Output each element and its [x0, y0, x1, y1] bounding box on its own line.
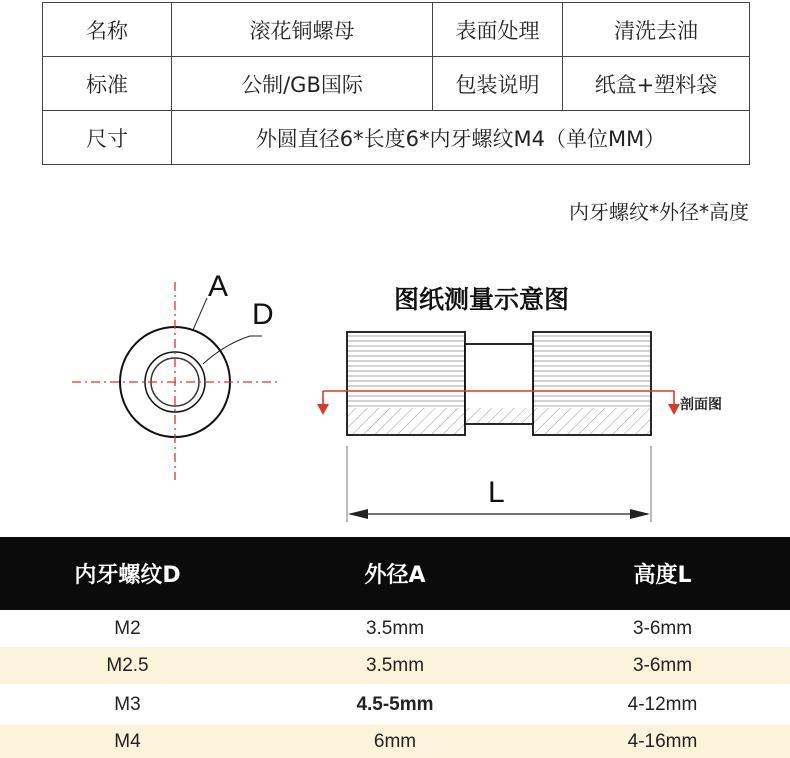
header-height: 高度L — [633, 563, 692, 588]
spec-value: 公制/GB国际 — [172, 57, 433, 111]
header-outer-diameter: 外径A — [364, 563, 426, 588]
spec-row — [43, 57, 750, 111]
dimension-caption: 内牙螺纹*外径*高度 — [569, 200, 749, 224]
cell-thread: M4 — [114, 730, 141, 752]
front-view — [72, 270, 278, 480]
label-l: L — [488, 476, 505, 509]
cell-height: 3-6mm — [632, 617, 693, 639]
dim-arrow-left-icon — [348, 509, 368, 519]
label-d: D — [252, 298, 274, 331]
section-arrow-left-icon — [317, 404, 329, 415]
spec-table — [42, 2, 750, 165]
spec-row — [43, 3, 750, 57]
spec-key: 标准 — [43, 57, 172, 111]
section-arrow-right-icon — [668, 404, 680, 415]
side-view — [317, 285, 722, 522]
cell-thread: M2 — [114, 617, 141, 639]
cell-height: 4-16mm — [627, 730, 698, 752]
cell-outer: 6mm — [373, 730, 417, 752]
spec-value: 清洗去油 — [563, 3, 750, 57]
table-row — [0, 647, 790, 684]
spec-key: 名称 — [43, 3, 172, 57]
spec-value: 纸盒+塑料袋 — [563, 57, 750, 111]
table-row — [0, 725, 790, 758]
spec-row — [43, 111, 750, 165]
measurement-drawing — [0, 232, 790, 532]
section-hatch-mid — [466, 408, 532, 423]
leader-a — [193, 298, 207, 330]
size-table-header — [0, 537, 790, 610]
cell-outer: 3.5mm — [365, 654, 425, 676]
section-hatch-left — [348, 408, 464, 434]
spec-key: 包装说明 — [433, 57, 563, 111]
spec-value: 滚花铜螺母 — [172, 3, 433, 57]
cell-height: 4-12mm — [627, 693, 698, 715]
section-hatch-right — [534, 408, 650, 434]
cell-thread: M3 — [114, 693, 141, 715]
cell-height: 3-6mm — [632, 654, 693, 676]
drawing-title: 图纸测量示意图 — [394, 285, 570, 314]
header-thread: 内牙螺纹D — [74, 563, 181, 588]
cell-outer: 3.5mm — [365, 617, 425, 639]
section-label: 剖面图 — [680, 397, 722, 413]
label-a: A — [208, 270, 229, 303]
cell-outer: 4.5-5mm — [356, 693, 434, 715]
cell-thread: M2.5 — [106, 654, 149, 676]
spec-key: 表面处理 — [433, 3, 563, 57]
table-row — [0, 610, 790, 647]
spec-value: 外圆直径6*长度6*内牙螺纹M4（单位MM） — [172, 111, 750, 165]
table-row — [0, 686, 790, 723]
dim-arrow-right-icon — [630, 509, 650, 519]
spec-key: 尺寸 — [43, 111, 172, 165]
